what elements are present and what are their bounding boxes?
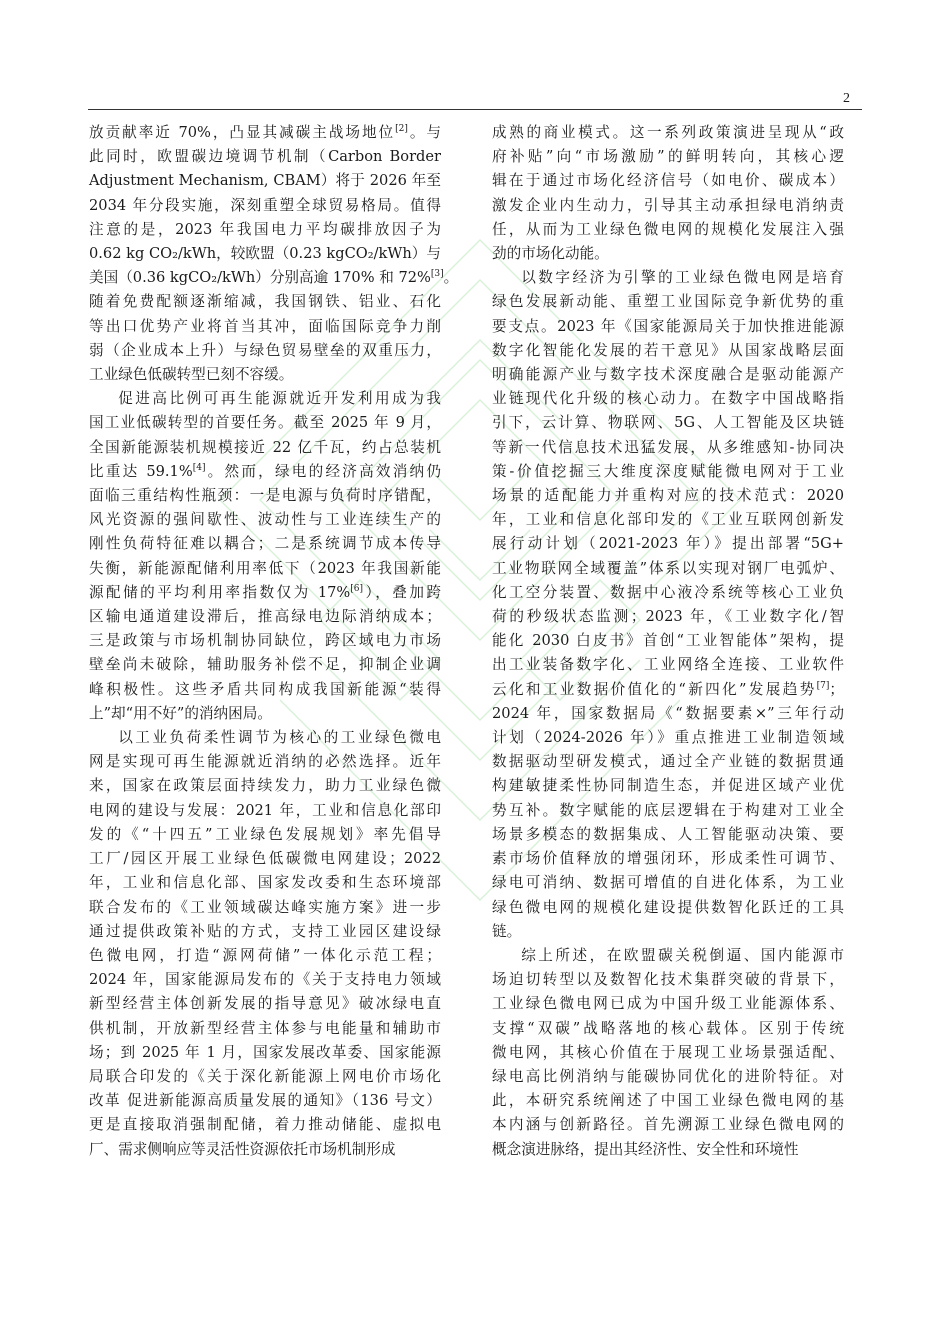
text-line: 促进高比例可再生能源就近开发利用成为我 [118, 390, 441, 408]
text-line: 计划（2024-2026 年）》重点推进工业制造领域 [492, 729, 844, 747]
citation-marker: [7] [816, 680, 830, 691]
text-line: 随着免费配额逐渐缩减，我国钢铁、铝业、石化 [89, 293, 441, 311]
text-line: 壁垒尚未破除，辅助服务补偿不足，抑制企业调 [89, 656, 441, 674]
header-rule [88, 109, 862, 110]
text-line: 峰积极性。这些矛盾共同构成我国新能源“装得 [89, 680, 441, 698]
text-line: 刚性负荷特征难以耦合；二是系统调节成本传导 [89, 535, 441, 553]
text-line: 此，本研究系统阐述了中国工业绿色微电网的基 [492, 1092, 844, 1110]
text-line: 综上所述，在欧盟碳关税倒逼、国内能源市 [521, 946, 844, 964]
text-line: 工业物联网全域覆盖”体系以实现对钢厂电弧炉、 [492, 559, 844, 577]
text-line: 局联合印发的《关于深化新能源上网电价市场化 [89, 1067, 441, 1085]
text-line: 激发企业内生动力，引导其主动承担绿电消纳责 [492, 196, 844, 214]
text-line: 注意的是，2023 年我国电力平均碳排放因子为 [89, 220, 441, 238]
text-line: 本内涵与创新路径。首先溯源工业绿色微电网的 [492, 1116, 844, 1134]
text-line: 微电网，其核心价值在于展现工业场景强适配、 [492, 1043, 844, 1061]
text-line: 改革 促进新能源高质量发展的通知》（136 号文） [89, 1092, 441, 1110]
text-line: 化工空分装置、数据中心液冷系统等核心工业负 [492, 583, 844, 601]
text-line: 失衡，新能源配储利用率低下（2023 年我国新能 [89, 559, 441, 577]
citation-marker: [6] [350, 584, 364, 594]
text-line: 源配储的平均利用率指数仅为 17%[6]），叠加跨 [89, 583, 442, 601]
text-line: 联合发布的《工业领域碳达峰实施方案》进一步 [89, 898, 441, 916]
text-line: 能化 2030 白皮书》首创“工业智能体”架构，提 [492, 632, 844, 650]
text-line: 2024 年，国家数据局《“数据要素×”三年行动 [492, 704, 844, 722]
text-line: 展行动计划（2021-2023 年）》提出部署“5G+ [492, 535, 844, 553]
text-line: 年，工业和信息化部、国家发改委和生态环境部 [89, 874, 441, 892]
text-line: 以数字经济为引擎的工业绿色微电网是培育 [521, 269, 844, 287]
text-line: 数字化智能化发展的若干意见》从国家战略层面 [492, 341, 844, 359]
text-line: 更是直接取消强制配储，着力推动储能、虚拟电 [89, 1116, 441, 1134]
citation-marker: [3] [430, 269, 444, 280]
text-line: 年，工业和信息化部印发的《工业互联网创新发 [492, 511, 844, 529]
text-line: 新型经营主体创新发展的指导意见》破冰绿电直 [89, 995, 441, 1013]
text-line: 以工业负荷柔性调节为核心的工业绿色微电 [118, 729, 441, 747]
text-line: 厂、需求侧响应等灵活性资源依托市场机制形成 [89, 1140, 396, 1158]
paragraph [492, 944, 844, 1162]
text-line: 概念演进脉络，提出其经济性、安全性和环境性 [492, 1140, 799, 1158]
text-line: 绿电高比例消纳与能碳协同优化的进阶特征。对 [492, 1067, 844, 1085]
text-line: 国工业低碳转型的首要任务。截至 2025 年 9 月， [89, 414, 441, 432]
text-line: 出工业装备数字化、工业网络全连接、工业软件 [492, 656, 844, 674]
text-line: 美国（0.36 kgCO₂/kWh）分别高逾 170% 和 72%[3]。 [89, 269, 459, 287]
text-line: 来，国家在政策层面持续发力，助力工业绿色微 [89, 777, 441, 795]
text-line: 势互补。数字赋能的底层逻辑在于构建对工业全 [492, 801, 844, 819]
text-line: 绿电可消纳、数据可增值的自进化体系，为工业 [492, 874, 844, 892]
text-line: 电网的建设与发展：2021 年，工业和信息化部印 [89, 801, 441, 819]
paragraph [492, 266, 844, 944]
text-line: 任，从而为工业绿色微电网的规模化发展注入强 [492, 220, 844, 238]
text-line: 区输电通道建设滞后，推高绿电边际消纳成本； [89, 608, 441, 626]
paragraph [89, 726, 441, 1162]
left-column [89, 121, 459, 1162]
text-line: 工业绿色低碳转型已刻不容缓。 [89, 366, 294, 384]
text-line: 网是实现可再生能源就近消纳的必然选择。近年 [89, 753, 441, 771]
text-line: 色微电网，打造“源网荷储”一体化示范工程； [89, 946, 441, 964]
text-line: 引下，云计算、物联网、5G、人工智能及区块链 [492, 414, 844, 432]
text-line: 云化和工业数据价值化的“新四化”发展趋势[7]； [492, 680, 844, 698]
text-line: 2034 年分段实施，深刻重塑全球贸易格局。值得 [89, 196, 441, 214]
text-line: 构建敏捷柔性协同制造生态，并促进区域产业优 [492, 777, 844, 795]
text-line: 等出口优势产业将首当其冲，面临国际竞争力削 [89, 317, 441, 335]
text-line: Adjustment Mechanism, CBAM）将于 2026 年至 [89, 172, 441, 190]
text-line: 发的《“十四五”工业绿色发展规划》率先倡导 [89, 825, 441, 843]
text-line: 工业绿色微电网已成为中国升级工业能源体系、 [492, 995, 844, 1013]
citation-marker: [2] [395, 124, 408, 135]
text-line: 场景的适配能力并重构对应的技术范式：2020 [492, 487, 844, 505]
text-line: 链。 [492, 922, 522, 940]
page-number: 2 [843, 91, 850, 106]
text-line: 荷的秒级状态监测；2023 年，《工业数字化/智 [492, 608, 844, 626]
text-line: 场迫切转型以及数智化技术集群突破的背景下， [492, 971, 844, 989]
text-line: 绿色发展新动能、重塑工业国际竞争新优势的重 [492, 293, 844, 311]
text-line: 全国新能源装机规模接近 22 亿千瓦，约占总装机 [89, 438, 441, 456]
text-line: 比重达 59.1%[4]。然而，绿电的经济高效消纳仍 [89, 462, 441, 480]
text-line: 素市场价值释放的增强闭环，形成柔性可调节、 [492, 850, 844, 868]
citation-marker: [4] [192, 462, 206, 473]
text-line: 放贡献率近 70%，凸显其减碳主战场地位[2]。与 [89, 124, 441, 141]
text-line: 风光资源的强间歇性、波动性与工业连续生产的 [89, 511, 441, 529]
right-column [492, 121, 844, 1162]
text-line: 2024 年，国家能源局发布的《关于支持电力领域 [89, 971, 441, 989]
text-line: 明确能源产业与数字技术深度融合是驱动能源产 [492, 366, 844, 384]
paragraph [89, 121, 459, 387]
text-line: 绿色微电网的规模化建设提供数智化跃迁的工具 [492, 898, 844, 916]
text-line: 数据驱动型研发模式，通过全产业链的数据贯通 [492, 753, 844, 771]
text-line: 场；到 2025 年 1 月，国家发展改革委、国家能源 [89, 1043, 441, 1061]
text-line: 要支点。2023 年《国家能源局关于加快推进能源 [492, 317, 844, 335]
text-line: 劲的市场化动能。 [492, 245, 609, 263]
text-line: 场景多模态的数据集成、人工智能驱动决策、要 [492, 825, 844, 843]
text-line: 辑在于通过市场化经济信号（如电价、碳成本） [492, 172, 844, 190]
paragraph [492, 121, 844, 266]
text-line: 工厂/园区开展工业绿色低碳微电网建设；2022 [89, 850, 441, 868]
text-line: 供机制，开放新型经营主体参与电能量和辅助市 [89, 1019, 441, 1037]
text-line: 通过提供政策补贴的方式，支持工业园区建设绿 [89, 922, 441, 940]
text-line: 三是政策与市场机制协同缺位，跨区域电力市场 [89, 632, 441, 650]
text-line: 面临三重结构性瓶颈：一是电源与负荷时序错配， [89, 487, 441, 505]
paragraph [89, 387, 441, 726]
text-line: 业链现代化升级的核心动力。在数字中国战略指 [492, 390, 844, 408]
text-line: 等新一代信息技术迅猛发展，从多维感知-协同决 [492, 438, 844, 456]
text-line: 府补贴”向“市场激励”的鲜明转向，其核心逻 [492, 148, 844, 166]
text-line: 0.62 kg CO₂/kWh，较欧盟（0.23 kgCO₂/kWh）与 [89, 245, 441, 263]
text-line: 支撑“双碳”战略落地的核心载体。区别于传统 [492, 1019, 844, 1037]
text-line: 弱（企业成本上升）与绿色贸易壁垒的双重压力， [89, 341, 441, 359]
text-line: 上”却“用不好”的消纳困局。 [89, 704, 272, 722]
text-line: 策-价值挖掘三大维度深度赋能微电网对于工业 [492, 462, 844, 480]
text-line: 成熟的商业模式。这一系列政策演进呈现从“政 [492, 124, 844, 141]
text-line: 此同时，欧盟碳边境调节机制（Carbon Border [89, 148, 441, 166]
